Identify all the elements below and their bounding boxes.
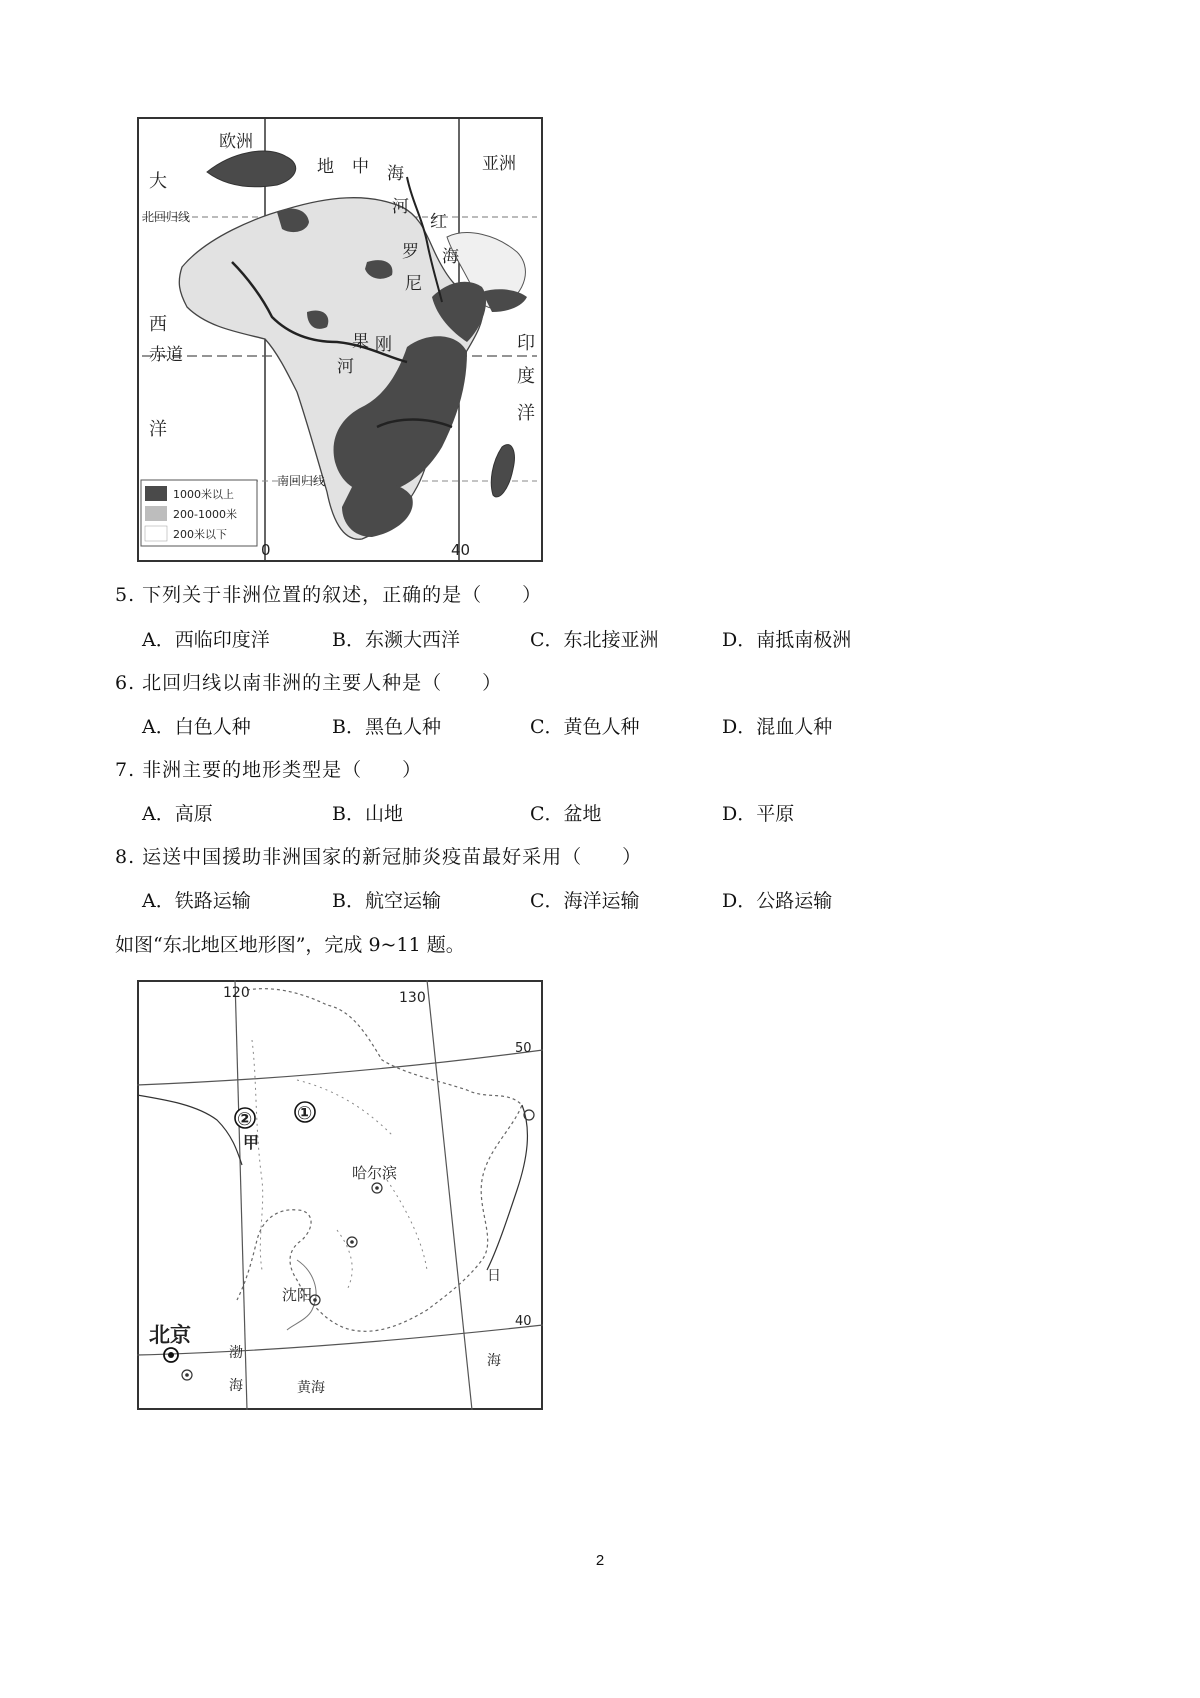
label-atlantic-3: 洋 — [149, 419, 167, 440]
label-bohai-2: 海 — [229, 1378, 243, 1394]
label-asia: 亚洲 — [482, 154, 516, 174]
label-atlantic-2: 西 — [149, 314, 167, 335]
legend-label-2: 200-1000米 — [173, 508, 237, 521]
northeast-china-terrain-map — [137, 980, 543, 1410]
label-atlantic-1: 大 — [149, 171, 167, 192]
question-5-stem: 5. 下列关于非洲位置的叙述，正确的是（ ） — [115, 584, 543, 606]
label-lat-50: 50 — [515, 1041, 532, 1056]
label-indian-ocean-2: 度 — [517, 366, 535, 387]
question-6-option-c[interactable]: C．黄色人种 — [530, 716, 640, 738]
label-tropic-north: 北回归线 — [142, 210, 191, 224]
questions-9-11-intro: 如图“东北地区地形图”，完成 9~11 题。 — [115, 934, 465, 956]
label-red-sea-2: 海 — [442, 247, 459, 267]
label-indian-ocean-3: 洋 — [517, 403, 535, 424]
label-marker-2: ② — [237, 1109, 253, 1130]
question-7-option-c[interactable]: C．盆地 — [530, 803, 602, 825]
label-europe: 欧洲 — [219, 132, 253, 152]
label-jia: 甲 — [243, 1133, 260, 1152]
label-nile-2: 罗 — [402, 242, 419, 262]
label-congo-3: 河 — [337, 357, 354, 377]
label-indian-ocean-1: 印 — [517, 333, 535, 354]
label-marker-1: ① — [297, 1103, 313, 1124]
question-6-option-d[interactable]: D．混血人种 — [722, 716, 833, 738]
label-shenyang: 沈阳 — [282, 1286, 313, 1304]
label-mediterranean-2: 中 — [352, 157, 369, 177]
question-6-option-a[interactable]: A．白色人种 — [142, 716, 251, 738]
question-7-stem: 7. 非洲主要的地形类型是（ ） — [115, 759, 423, 781]
label-tropic-south: 南回归线 — [277, 474, 326, 488]
label-red-sea-1: 红 — [430, 212, 447, 232]
label-congo-1: 果 — [352, 332, 369, 352]
question-8-option-a[interactable]: A．铁路运输 — [142, 890, 251, 912]
label-beijing: 北京 — [149, 1323, 191, 1347]
label-bohai-1: 渤 — [229, 1345, 243, 1361]
question-7-option-d[interactable]: D．平原 — [722, 803, 795, 825]
question-5-option-a[interactable]: A．西临印度洋 — [142, 629, 270, 651]
label-lon-120: 120 — [223, 985, 250, 1001]
label-nile-3: 尼 — [405, 274, 422, 294]
label-lon-130: 130 — [399, 990, 426, 1006]
label-japan-sea-2: 海 — [487, 1353, 501, 1369]
legend-label-3: 200米以下 — [173, 528, 227, 541]
question-5-option-c[interactable]: C．东北接亚洲 — [530, 629, 659, 651]
label-mediterranean-1: 地 — [317, 157, 334, 177]
label-equator: 赤道 — [149, 345, 183, 365]
question-8-stem: 8. 运送中国援助非洲国家的新冠肺炎疫苗最好采用（ ） — [115, 846, 643, 868]
question-6-option-b[interactable]: B．黑色人种 — [332, 716, 441, 738]
question-7-option-a[interactable]: A．高原 — [142, 803, 213, 825]
label-lat-40: 40 — [515, 1314, 532, 1329]
question-8-option-c[interactable]: C．海洋运输 — [530, 890, 640, 912]
label-japan-sea-1: 日 — [487, 1268, 501, 1284]
page-number: 2 — [595, 1552, 605, 1569]
map-legend — [141, 480, 257, 546]
label-congo-2: 刚 — [375, 335, 392, 355]
question-8-option-b[interactable]: B．航空运输 — [332, 890, 441, 912]
label-mediterranean-3: 海 — [387, 164, 404, 184]
africa-terrain-map — [137, 117, 543, 562]
legend-label-1: 1000米以上 — [173, 488, 234, 501]
label-lon-0: 0 — [261, 541, 271, 559]
question-5-option-d[interactable]: D．南抵南极洲 — [722, 629, 852, 651]
question-6-stem: 6. 北回归线以南非洲的主要人种是（ ） — [115, 672, 503, 694]
label-nile-1: 河 — [392, 197, 409, 217]
label-yellow-sea: 黄海 — [297, 1380, 325, 1396]
question-5-option-b[interactable]: B．东濒大西洋 — [332, 629, 460, 651]
question-7-option-b[interactable]: B．山地 — [332, 803, 403, 825]
label-lon-40: 40 — [451, 541, 471, 559]
label-harbin: 哈尔滨 — [352, 1164, 398, 1182]
question-8-option-d[interactable]: D．公路运输 — [722, 890, 833, 912]
